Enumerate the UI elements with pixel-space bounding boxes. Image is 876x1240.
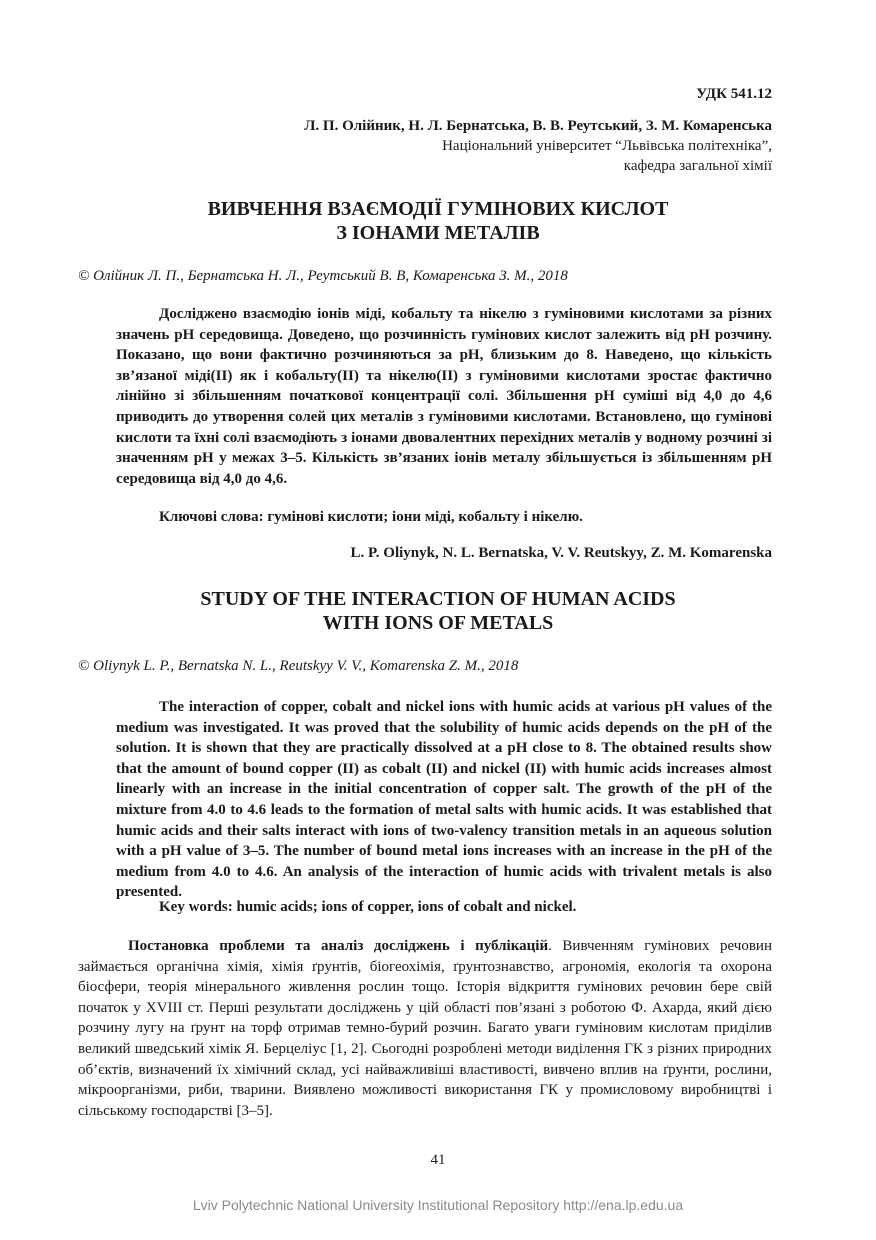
copyright-english: © Oliynyk L. P., Bernatska N. L., Reutskyy V. V., Komarenska Z. M., 2018 — [78, 658, 519, 674]
abstract-english-text: The interaction of copper, cobalt and nickel ions with humic acids at various pH values of the medium was investigated. It was proved that the solubility of humic acids depends on the pH of the solution. It is shown that they are practically dissolved at a pH close to 8. The obtained results show that the amount of bound copper (II) as cobalt (II) and nickel (II) with humic acids increases almost linearly with an increase in the initial concentration of copper salt. The growth of the pH of the mixture from 4.0 to 4.6 leads to the formation of metal salts with humic acids. It was established that humic acids and their salts interact with ions of two-valency transition metals in an aqueous solution with a pH value of 3–5. The number of bound metal ions increases with an increase in the pH of the medium from 4.0 to 4.6. An analysis of the interaction of humic acids with trivalent metals is also presented. — [116, 699, 772, 901]
authors-english: L. P. Oliynyk, N. L. Bernatska, V. V. Reutskyy, Z. M. Komarenska — [350, 545, 772, 561]
authors-ukrainian: Л. П. Олійник, Н. Л. Бернатська, В. В. Реутський, З. М. Комаренська — [304, 118, 772, 134]
affiliation-line-2: кафедра загальної хімії — [623, 158, 772, 174]
copyright-ukrainian: © Олійник Л. П., Бернатська Н. Л., Реутський В. В, Комаренська З. М., 2018 — [78, 268, 568, 284]
keywords-ukrainian: Ключові слова: гумінові кислоти; іони міді, кобальту і нікелю. — [159, 509, 583, 525]
abstract-ukrainian — [116, 304, 772, 489]
page-number: 41 — [430, 1152, 446, 1168]
keywords-english: Key words: humic acids; ions of copper, ions of cobalt and nickel. — [159, 899, 577, 915]
udk-code: УДК 541.12 — [696, 86, 772, 102]
section-heading: Постановка проблеми та аналіз досліджень і публікацій — [128, 938, 549, 954]
body-paragraph — [78, 936, 772, 1121]
abstract-ukrainian-text: Досліджено взаємодію іонів міді, кобальту та нікелю з гуміновими кислотами за різних значень pH середовища. Доведено, що розчинність гумінових кислот залежить від pH розчину. Показано, що вони фактично розчиняються за pH, близьким до 8. Наведено, що кількість зв’язаної міді(II) як і кобальту(II) та нікелю(II) з гуміновими кислотами зростає фактично лінійно зі збільшенням початкової концентрації солі. Збільшення pH суміші від 4,0 до 4,6 приводить до утворення солей цих металів з гуміновими кислотами. Встановлено, що гумінові кислоти та їхні солі взаємодіють з іонами двовалентних перехідних металів у водному розчині зі значенням pH у межах 3–5. Кількість зв’язаних іонів металу збільшується із збільшенням pH середовища від 4,0 до 4,6. — [116, 306, 772, 487]
body-section — [78, 936, 772, 1121]
title-ukrainian-line-1: ВИВЧЕННЯ ВЗАЄМОДІЇ ГУМІНОВИХ КИСЛОТ — [207, 198, 669, 220]
title-ukrainian-line-2: З ІОНАМИ МЕТАЛІВ — [336, 222, 540, 244]
repository-footer: Lviv Polytechnic National University Institutional Repository http://ena.lp.edu.ua — [192, 1197, 684, 1213]
body-paragraph-text: . Вивченням гумінових речовин займається органічна хімія, хімія ґрунтів, біогеохімія, ґрунтознавство, агрономія, екологія та охорона біосфери, теорія мінерального живлення рослин тощо. Історія відкриття гумінових речовин бере свій початок у XVIII ст. Перші результати досліджень у цій області пов’язані з роботою Ф. Ахарда, який дією розчину лугу на ґрунт на торф отримав темно-бурий розчин. Багато уваги гуміновим кислотам приділив великий шведський хімік Я. Берцеліус [1, 2]. Сьогодні розроблені методи виділення ГК з різних природних об’єктів, визначений їх хімічний склад, усі найважливіші властивості, вивчено вплив на ґрунти, рослини, мікроорганізми, риби, тварини. Виявлено можливості використання ГК у промисловому виробництві і сільському господарстві [3–5]. — [78, 938, 772, 1119]
title-english-line-1: STUDY OF THE INTERACTION OF HUMAN ACIDS — [200, 588, 676, 610]
affiliation-line-1: Національний університет “Львівська політехніка”, — [442, 138, 772, 154]
title-english-line-2: WITH IONS OF METALS — [322, 612, 554, 634]
abstract-english — [116, 697, 772, 903]
